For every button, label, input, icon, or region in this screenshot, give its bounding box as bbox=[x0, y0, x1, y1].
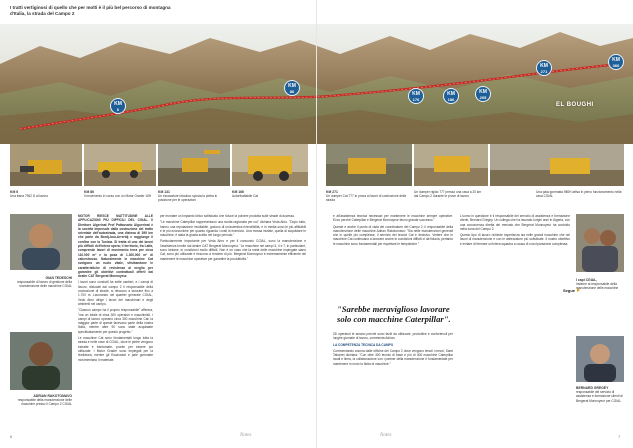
caption-text: Una frana 7962 D al lavoro bbox=[10, 194, 49, 199]
pull-quote: "Sarebbe meraviglioso lavorare solo con macchine Caterpillar". bbox=[337, 304, 451, 324]
article-paragraph: Particolarmente importante per Veda Abro e per il consorzio CGIAL, sono la manutenzione e l'assistenza fornite dal dealer CAT Bergerat Monnoyeur. "Le macchine nei campi 3, 4 e 7, in particolare, sono lontane, in condizioni molto difficili. Non è un caso che la metà delle macchine impiegate siano Cat, sono più utilizzate e riescono a rendere di più. Bergerat Monnoyeur è estremamente efficiente nel mantenere le macchine operative per garantire la produttività." bbox=[160, 239, 306, 261]
photo-image bbox=[232, 144, 308, 186]
photo-caption bbox=[414, 190, 486, 198]
photo-km86 bbox=[84, 144, 156, 186]
portrait-image bbox=[576, 336, 624, 382]
article-column-3b bbox=[333, 332, 453, 428]
article-subheading: LA COMPETENZA TECNICA DA CAMPO bbox=[333, 342, 394, 347]
header-headline bbox=[10, 5, 171, 17]
article-paragraph: Questo tipo di lavoro richiede esperienza sia nelle grandi macchine che nei lavori di manutenzione e con le attrezzature più sofisticate. Il nostro obiettivo è evitare di fermare un'intera squadra a causa di una riparazione complessa. bbox=[460, 233, 570, 246]
article-paragraph: "Ciascun campo ha il proprio responsabile" afferma, "ma un totale di circa 300 operatori e macchinisti. I campi di lavoro operano circa 300 macchine Cat: la maggior parte di queste facevano parte della nostra flotta, mentre altre 90 sono state acquistate specificatamente per questo progetto." bbox=[78, 308, 153, 334]
portrait-image bbox=[576, 214, 624, 272]
article-paragraph: Queste e anche il punto di vista del coordinatore del Campo 2, il responsabile della manutenzione delle macchine Adrian Rakotomavo: "Sia nelle manutenzioni generali che in quelle più complesse, il servizio dei tecnici Cat è decisivo. Vedere che le macchine Cat continuano a lavorare anche in condizioni difficili ci dà fiducia, pertanto le macchine sono fondamentali per rispettare le tempistiche." bbox=[333, 224, 453, 246]
caption-km: KM 86 bbox=[84, 190, 94, 194]
portrait-caption bbox=[576, 386, 624, 403]
article-paragraph: Commentando ancora dalle officine del Campo 2 dove vengono tenuti i mezzi, Sami Tabarrei dichiara: "Con oltre 300 tecnici di base e più di 400 macchine Caterpillar locali e linea, la collaborazione con i partner della manutenzione è fondamentale per mantenere in moto la flotta di macchine." bbox=[333, 348, 453, 366]
caption-text: Un escavatore idraulico sposta la pietra in posizione per le operazioni bbox=[158, 194, 218, 203]
headline-line1: I tratti vertiginosi di quello che per molti è il più bel percorso di montagna bbox=[10, 5, 171, 10]
portrait-name: I capi CGIAL, bbox=[576, 278, 598, 282]
photo-caption bbox=[536, 190, 624, 198]
km-marker-205 bbox=[475, 86, 491, 102]
portrait-caption bbox=[576, 278, 624, 291]
portrait-text: responsabile del servizio di assistenza e formazione clienti di Bergerat Monnoyeur per CGIAL bbox=[576, 390, 623, 403]
km-marker-186 bbox=[443, 88, 459, 104]
caption-km: KM 6 bbox=[10, 190, 19, 194]
km-marker-86 bbox=[284, 80, 300, 96]
article-paragraph: Gli operatori le amano perché sono facili da utilizzare, produttive e confortevoli per lunghe giornate di lavoro, commenta Adrian. bbox=[333, 332, 453, 341]
km-value: 86 bbox=[289, 89, 295, 94]
article-paragraph: "Le macchine Caterpillar rappresentano una svolta ragionata per noi" dichiara Veda Abro. "Dopo tutto, hanno una reputazione invidiabile, godono di un'autentica rivendibilità, e in media sono le più affidabili e le più economiche per quanto riguarda i costi di esercizio. Una mossa iniziale, quella di acquistare le macchine, è stata la giusta scelta nel lungo periodo." bbox=[160, 220, 306, 238]
portrait-text: responsabile della manutenzione delle macchine presso il Campo 2 CGIAL bbox=[17, 398, 72, 407]
km-marker-271 bbox=[536, 60, 552, 76]
page-number-left: 6 bbox=[10, 434, 13, 439]
photo-caption bbox=[232, 190, 306, 198]
article-paragraph: I lavori sono condotti ha sette cantieri, e i campi di lavoro, dislocati dal campo 2 il responsabile della costruzione di strade, si riescono a lavorare fino a 1.700 m. Lavorando nel quartier generale CGIAL, Vedo Abro dirige i lavori dei macchinari e degli ambienti nel campo. bbox=[78, 280, 153, 306]
km-label: KM bbox=[447, 91, 455, 97]
caption-km: KM 271 bbox=[326, 190, 338, 194]
photo-km6 bbox=[10, 144, 82, 186]
portrait-text: insieme al responsabile della manutenzione delle macchine bbox=[576, 282, 619, 291]
portrait-image bbox=[10, 332, 72, 390]
article-column-1 bbox=[78, 214, 153, 428]
km-value: 6 bbox=[116, 107, 120, 112]
article-paragraph: Le macchine Cat sono fondamentali lungo tutta la strada e nelle cave di CGIAL, dove le pietre vengono estratte e frantumate, pronte per essere poi utilizzate. I Motor Grader sono impiegati per la livellatura, mentre gli Escavatori e pale gommate movimentano il materiale. bbox=[78, 336, 153, 362]
km-value: 271 bbox=[540, 69, 548, 74]
photo-image bbox=[84, 144, 156, 186]
article-paragraph: per montare un impianto idrico sofisticato che riduce la polvere prodotta sulle strade di accesso. bbox=[160, 214, 296, 218]
caption-text: Una pala gommata 980H attiva in pieno funzionamento nella cava CGIAL bbox=[536, 190, 622, 199]
km-label: KM bbox=[114, 101, 122, 107]
portrait-gian-tedeschi bbox=[10, 214, 72, 270]
photo-image bbox=[326, 144, 412, 186]
segue-text: Segue bbox=[563, 288, 576, 293]
photo-loader bbox=[490, 144, 624, 186]
photo-km131 bbox=[158, 144, 230, 186]
article-column-4 bbox=[460, 214, 570, 286]
portrait-adrian-rakotomavo bbox=[10, 332, 72, 390]
photo-caption bbox=[84, 190, 154, 198]
photo-km166 bbox=[232, 144, 308, 186]
photo-caption bbox=[158, 190, 228, 203]
caption-text: Un dumper Cat 777 in prova ai lavori di costruzione della strada bbox=[326, 194, 407, 203]
photo-caption bbox=[10, 190, 80, 198]
km-marker-366 bbox=[608, 54, 624, 70]
km-label: KM bbox=[412, 91, 420, 97]
article-paragraph: MOTOR RIESCE MATTITUDINE ALLE APPLICAZIONI PIÙ DIFFICILI DEL CGIAL. Il Direttore Algerinat Prof Pattavuoto Alguerinat è la società impresale dalla costruzione del tratto orientale dell'autostrada, una distesa di 399 km che parte da Bordj-bou-Arreridj e raggiunge il confine con la Tunisia. Si tratta di uno dei lavori più difficili dell'intera opera; il territorio, fra Lalfa, comprende lavori di movimento terra per circa 110.000 m³ e la posa di 1.300.000 m³ di calcestruzzo. Naturalmente le macchine Cat svolgono un ruolo vitale, sfruttandone le caratteristiche di resistenza al meglio per garantire gli obiettivi contrattuali offerti dai dealer CAT Bergerat Monnoyeur. bbox=[78, 214, 153, 279]
footer-brand-left: Notes bbox=[240, 433, 252, 438]
photo-image bbox=[490, 144, 624, 186]
photo-image bbox=[414, 144, 488, 186]
km-label: KM bbox=[288, 83, 296, 89]
article-column-2 bbox=[160, 214, 306, 428]
km-value: 176 bbox=[412, 97, 420, 102]
photo-quarry bbox=[414, 144, 488, 186]
portrait-text: responsabile di lavoro di gestione della manutenzione delle macchine CGIAL bbox=[17, 280, 72, 289]
km-value: 366 bbox=[612, 63, 620, 68]
portrait-image bbox=[10, 214, 72, 270]
portrait-caption bbox=[10, 394, 72, 407]
page-number-right: 7 bbox=[618, 434, 621, 439]
km-value: 205 bbox=[479, 95, 487, 100]
photo-caption bbox=[326, 190, 410, 203]
caption-text: Un dumper rigido 777 presso una cava a 20 km dal Campo 2 durante le prove di lavoro bbox=[414, 190, 482, 199]
portrait-caption bbox=[10, 276, 72, 289]
km-label: KM bbox=[540, 63, 548, 69]
portrait-name: GIAN TEDESCHI bbox=[45, 276, 72, 280]
caption-text: Autoribaltabile Cat bbox=[232, 194, 259, 199]
footer-brand-right: Notes bbox=[380, 433, 392, 438]
photo-image bbox=[158, 144, 230, 186]
km-label: KM bbox=[479, 89, 487, 95]
caption-text: Il movimento in corso con un Motor Grader 16H bbox=[84, 194, 152, 199]
portrait-name: ADRIAN RAKOTOMAVO bbox=[33, 394, 72, 398]
portrait-cgial-team bbox=[576, 214, 624, 272]
km-marker-6 bbox=[110, 98, 126, 114]
caption-km: KM 131 bbox=[158, 190, 170, 194]
headline-line2: d'Italia, la strada del Campo 2 bbox=[10, 11, 75, 16]
km-marker-176 bbox=[408, 88, 424, 104]
article-column-3 bbox=[333, 214, 453, 300]
caption-km: KM 166 bbox=[232, 190, 244, 194]
article-paragraph: e all'assistenza tecnica necessari per mantenere le macchine sempre operative. Ecco perché Caterpillar e Bergerat Monnoyeur fanno grande successo." bbox=[333, 214, 453, 223]
portrait-bernard-gregey bbox=[576, 336, 624, 382]
map-place-label: EL BOUGHI bbox=[556, 102, 594, 108]
km-value: 186 bbox=[447, 97, 455, 102]
photo-image bbox=[10, 144, 82, 186]
km-label: KM bbox=[612, 57, 620, 63]
portrait-name: BERNARD GREGEY bbox=[576, 386, 609, 390]
article-paragraph: L'uomo in questione è il responsabile del servizio di assistenza e formazione clienti, Bernard Grégey. Un collega che ha lavorato lunghi anni in Algeria, con una conoscenza diretta del mercato che Bergerat Monnoyeur ha costruito nella zona del Campo 2. bbox=[460, 214, 570, 231]
photo-km271 bbox=[326, 144, 412, 186]
page-gutter bbox=[316, 0, 317, 448]
